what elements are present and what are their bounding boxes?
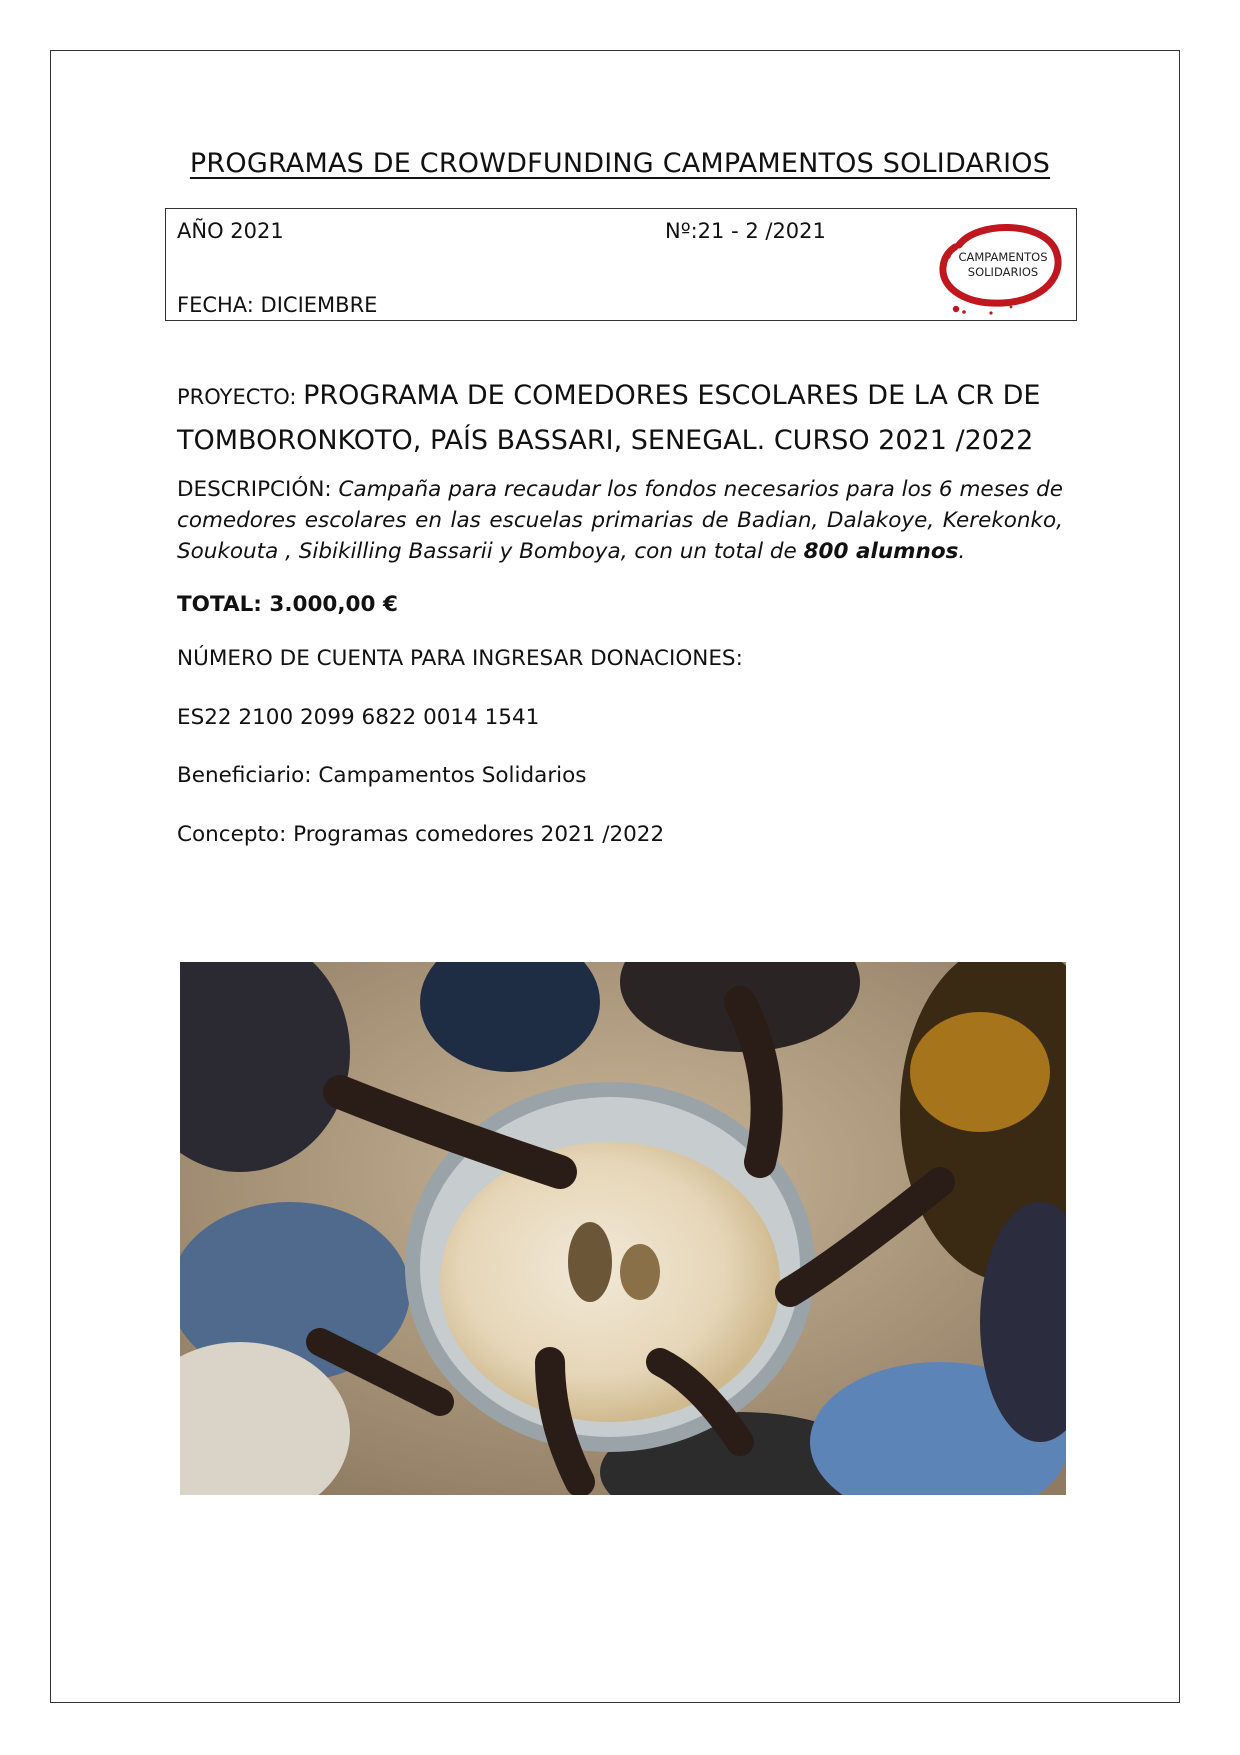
concept: Concepto: Programas comedores 2021 /2022 [177,822,665,847]
account-label: NÚMERO DE CUENTA PARA INGRESAR DONACIONES: [177,646,743,671]
header-number: Nº:21 - 2 /2021 [665,219,826,243]
beneficiary: Beneficiario: Campamentos Solidarios [177,763,587,788]
header-date: FECHA: DICIEMBRE [177,293,378,317]
project-section [177,374,1077,462]
students-count: 800 alumnos [803,539,959,564]
header-box [165,208,1077,321]
logo-text-2: SOLIDARIOS [967,265,1039,279]
project-text: PROGRAMA DE COMEDORES ESCOLARES DE LA CR DE TOMBORONKOTO, PAÍS BASSARI, SENEGAL. CURSO 2021 /2022 [177,380,1041,456]
description-label: DESCRIPCIÓN: [177,477,339,502]
description-section [177,474,1063,567]
description-end: . [958,539,966,564]
document-title: PROGRAMAS DE CROWDFUNDING CAMPAMENTOS SOLIDARIOS [189,148,1051,179]
project-label: PROYECTO: [177,385,304,409]
logo-text-1: CAMPAMENTOS [958,250,1048,264]
campamentos-solidarios-logo [931,223,1071,319]
description-text: Campaña para recaudar los fondos necesarios para los 6 meses de comedores escolares en las escuelas primarias de Badian, Dalakoye, Kerekonko, Soukouta , Sibikilling Bassarii y Bomboya, con un total de [177,477,1064,564]
children-eating-photo [180,962,1066,1495]
header-year: AÑO 2021 [177,219,284,243]
total-amount: TOTAL: 3.000,00 € [177,592,398,617]
iban: ES22 2100 2099 6822 0014 1541 [177,705,540,730]
